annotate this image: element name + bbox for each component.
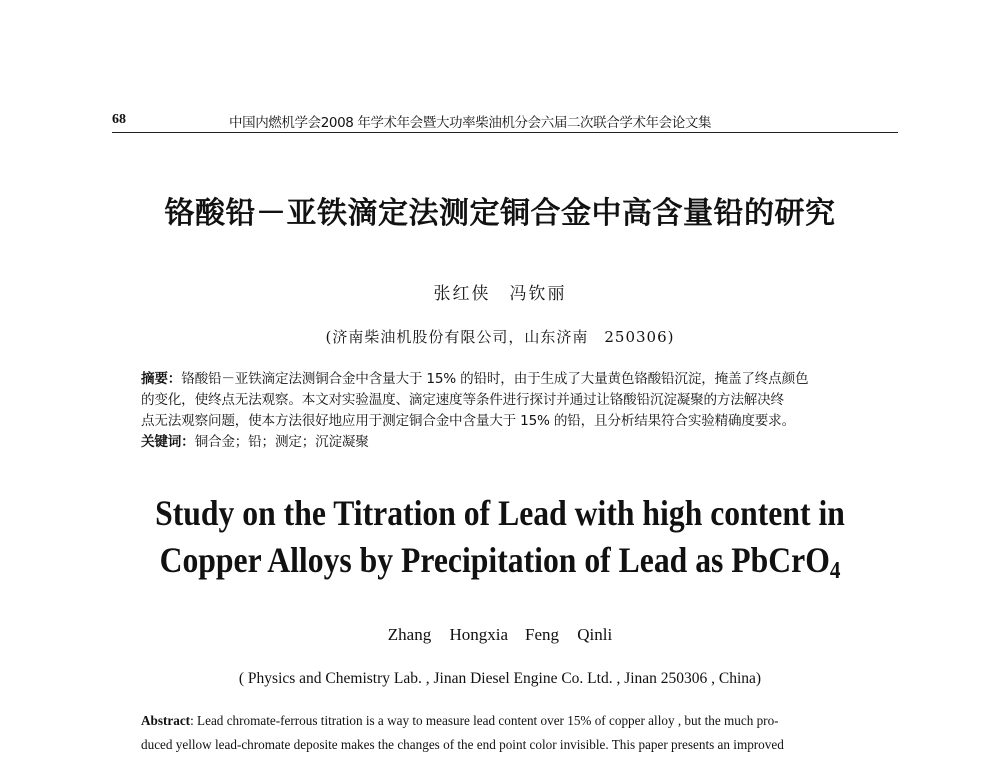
chinese-keywords xyxy=(141,432,871,453)
english-authors: Zhang Hongxia Feng Qinli xyxy=(387,625,613,644)
abstract-text: Lead chromate-ferrous titration is a way to measure lead content over 15% of copper alloy , but the much pro- xyxy=(197,713,779,728)
chinese-authors: 张红侠 冯钦丽 xyxy=(433,284,567,304)
abstract-label: Abstract xyxy=(141,713,191,728)
chinese-abstract xyxy=(141,369,871,453)
abstract-text: 铬酸铅－亚铁滴定法测铜合金中含量大于 15% 的铅时，由于生成了大量黄色铬酸铅沉淀，掩盖了终点颜色 xyxy=(181,371,809,387)
keywords-text: 铜合金；铅；测定；沉淀凝聚 xyxy=(194,434,369,450)
keywords-label: 关键词： xyxy=(141,434,195,450)
english-abstract-line: duced yellow lead-chromate deposite makes the changes of the end point color invisible. This paper presents an improved xyxy=(141,737,784,752)
chinese-abstract-line: 点无法观察问题，使本方法很好地应用于测定铜合金中含量大于 15% 的铅，且分析结果符合实验精确度要求。 xyxy=(141,413,795,429)
english-title-line xyxy=(60,537,940,595)
running-head xyxy=(112,110,898,133)
english-title-text: Copper Alloys by Precipitation of Lead as PbCrO xyxy=(159,540,830,580)
english-abstract xyxy=(141,709,871,757)
subscript: 4 xyxy=(829,558,841,584)
english-affiliation: ( Physics and Chemistry Lab. , Jinan Diesel Engine Co. Ltd. , Jinan 250306 , China) xyxy=(238,670,762,687)
chinese-affiliation: (济南柴油机股份有限公司，山东济南 250306) xyxy=(325,328,675,346)
chinese-abstract-line: 的变化，使终点无法观察。本文对实验温度、滴定速度等条件进行探讨并通过让铬酸铅沉淀凝聚的方法解决终 xyxy=(141,392,784,408)
chinese-title: 铬酸铅－亚铁滴定法测定铜合金中高含量铅的研究 xyxy=(164,196,836,231)
english-title-line: Study on the Titration of Lead with high content in xyxy=(155,493,845,533)
journal-title: 中国内燃机学会2008 年学术年会暨大功率柴油机分会六届二次联合学术年会论文集 xyxy=(229,115,712,131)
abstract-label: 摘要： xyxy=(141,371,182,387)
page-number: 68 xyxy=(112,112,126,127)
chinese-abstract-line xyxy=(141,369,871,390)
abstract-separator: : xyxy=(190,713,198,728)
english-title xyxy=(60,490,940,595)
english-abstract-line xyxy=(141,709,871,733)
